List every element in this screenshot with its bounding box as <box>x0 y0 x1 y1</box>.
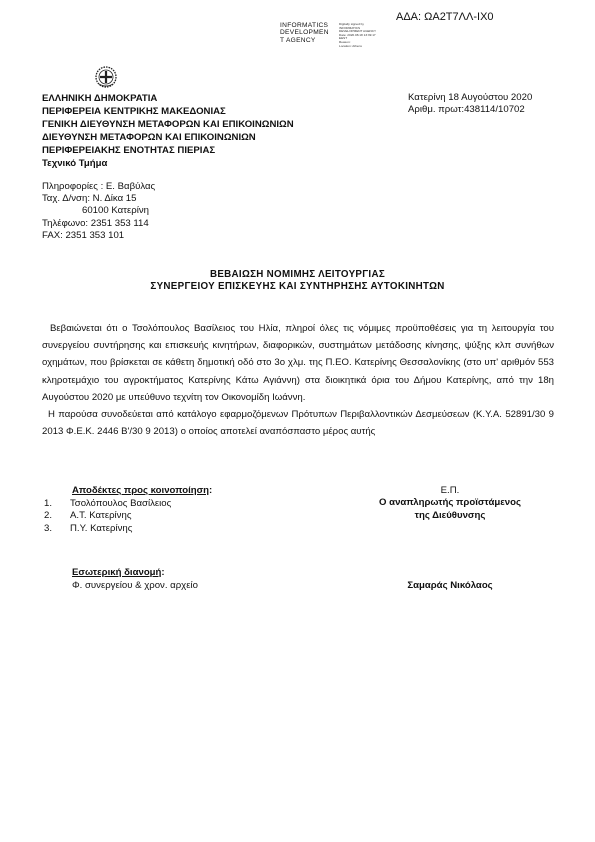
signature-org-lines <box>280 22 329 44</box>
subject-line-1: ΒΕΒΑΙΩΣΗ ΝΟΜΙΜΗΣ ΛΕΙΤΟΥΡΓΙΑΣ <box>209 269 386 280</box>
signature-details <box>339 23 376 48</box>
contact-info: Πληροφορίες : Ε. Βαβύλας <box>42 181 156 192</box>
signature-detail-line: Reason: <box>339 39 351 44</box>
contact-address: Ταχ. Δ/νση: Ν. Δίκα 15 <box>42 193 137 205</box>
signature-detail-line: Location: Athens <box>339 43 362 48</box>
document-date: Κατερίνη 18 Αυγούστου 2020 <box>408 92 533 103</box>
document-subject <box>0 269 595 293</box>
item-text: Τσολόπουλος Βασίλειος <box>70 498 172 509</box>
item-text: Π.Υ. Κατερίνης <box>70 522 133 534</box>
signature-title-1: Ο αναπληρωτής προϊστάμενος <box>379 497 521 509</box>
list-item <box>44 510 171 522</box>
internal-distribution-item: Φ. συνεργείου & χρον. αρχείο <box>72 580 198 591</box>
contact-fax: FAX: 2351 353 101 <box>42 229 125 241</box>
list-item <box>44 523 171 535</box>
issuer-line: ΓΕΝΙΚΗ ΔΙΕΥΘΥΝΣΗ ΜΕΤΑΦΟΡΩΝ ΚΑΙ ΕΠΙΚΟΙΝΩΝΙΩΝ <box>42 119 294 130</box>
signature-title-2: της Διεύθυνσης <box>414 509 486 521</box>
signature-ep: Ε.Π. <box>440 485 460 496</box>
document-body <box>42 320 554 440</box>
body-paragraph-1: Βεβαιώνεται ότι ο Τσολόπουλος Βασίλειος του Ηλία, πληροί όλες τις νόμιμες προϋποθέσεις για τη λειτουργία του συνεργείου συντήρησης και επισκευής κινητήρων, διαφορικών, συστημάτων μετάδοσης κίνησης, ψύξης κλπ συνήθων οχημάτων, που βρίσκεται σε κάθετη δημοτική οδό στο 3ο χλμ. της Π.ΕΟ. Κατερίνης Θεσσαλονίκης (στο υπ' αριθμόν 553 κληροτεμάχιο του αγροκτήματος Κατερίνης Κάτω Αγιάννη) στα διοικητικά όρια του Δήμου Κατερίνης, από την 18η Αυγούστου 2020 με υπεύθυνο τεχνίτη τον Οικονομίδη Ιωάννη. <box>42 323 554 403</box>
signature-detail-line: Date: 2020.08.18 13:39:17 <box>339 32 376 37</box>
signature-detail-line: Digitally signed by <box>339 22 364 26</box>
recipients-heading: Αποδέκτες προς κοινοποίηση: <box>72 485 213 496</box>
department-line: Τεχνικό Τμήμα <box>42 158 108 169</box>
issuer-block <box>42 92 294 170</box>
item-number: 3. <box>44 522 53 534</box>
greek-emblem-icon <box>95 66 117 88</box>
signature-org-line: T AGENCY <box>280 36 316 44</box>
contact-block <box>42 181 155 242</box>
item-number: 1. <box>44 498 53 509</box>
signature-org-line: INFORMATICS <box>280 22 329 29</box>
signature-block <box>330 485 570 522</box>
subject-line-2: ΣΥΝΕΡΓΕΙΟΥ ΕΠΙΣΚΕΥΗΣ ΚΑΙ ΣΥΝΤΗΡΗΣΗΣ ΑΥΤΟΚΙΝΗΤΩΝ <box>150 281 445 292</box>
protocol-number: Αριθμ. πρωτ:438114/10702 <box>408 104 525 115</box>
date-protocol-block <box>408 92 532 116</box>
ada-code: ΑΔΑ: ΩΑ2Τ7ΛΛ-ΙΧ0 <box>396 11 494 23</box>
signer-name: Σαμαράς Νικόλαος <box>407 580 493 591</box>
signature-detail-line: EEST <box>339 36 348 41</box>
recipients-list <box>44 498 171 535</box>
issuer-line: ΕΛΛΗΝΙΚΗ ΔΗΜΟΚΡΑΤΙΑ <box>42 93 158 104</box>
item-text: Α.Τ. Κατερίνης <box>70 510 132 522</box>
internal-title: Εσωτερική διανομή <box>72 567 162 578</box>
issuer-line: ΔΙΕΥΘΥΝΣΗ ΜΕΤΑΦΟΡΩΝ ΚΑΙ ΕΠΙΚΟΙΝΩΝΙΩΝ <box>42 132 256 143</box>
issuer-line: ΠΕΡΙΦΕΡΕΙΑΚΗΣ ΕΝΟΤΗΤΑΣ ΠΙΕΡΙΑΣ <box>42 145 216 156</box>
contact-phone: Τηλέφωνο: 2351 353 114 <box>42 217 149 229</box>
internal-distribution-heading: Εσωτερική διανομή: <box>72 567 165 578</box>
item-number: 2. <box>44 510 53 522</box>
list-item <box>44 498 171 510</box>
signature-detail-line: INFORMATICS <box>339 25 361 30</box>
signature-detail-line: DEVELOPMENT AGENCY <box>339 29 377 34</box>
contact-postal: 60100 Κατερίνη <box>82 205 149 217</box>
signature-org-line: DEVELOPMEN <box>280 29 329 37</box>
issuer-line: ΠΕΡΙΦΕΡΕΙΑ ΚΕΝΤΡΙΚΗΣ ΜΑΚΕΔΟΝΙΑΣ <box>42 106 226 117</box>
recipients-title: Αποδέκτες προς κοινοποίηση <box>72 485 210 496</box>
body-paragraph-2: Η παρούσα συνοδεύεται από κατάλογο εφαρμοζόμενων Πρότυπων Περιβαλλοντικών Δεσμεύσεων (Κ.Υ.Α. 52891/30 9 2013 Φ.Ε.Κ. 2446 Β'/30 9 2013) ο οποίος αποτελεί αναπόσπαστο μέρος αυτής <box>42 409 554 438</box>
